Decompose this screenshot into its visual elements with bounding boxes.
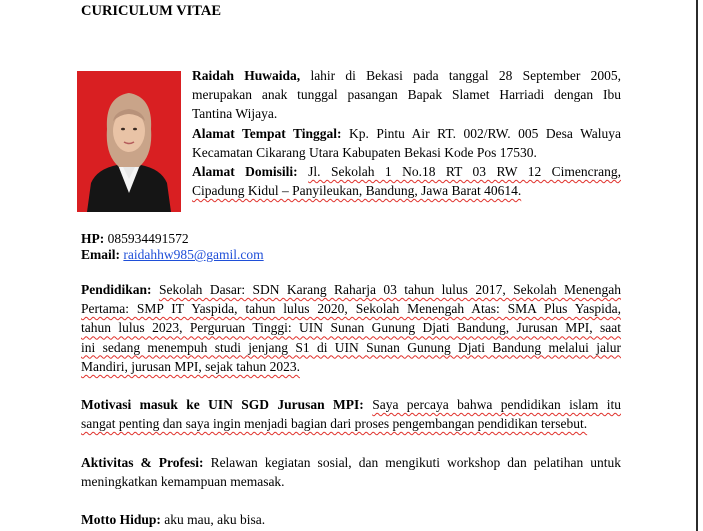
pendidikan-text-4: ini sedang menempuh studi jenjang S1 di UIN Sunan Gunung Djati Bandung melalui jalur	[81, 339, 621, 355]
bio-section	[192, 66, 621, 200]
hp-value: 085934491572	[107, 231, 189, 246]
motto-line	[81, 510, 621, 529]
motivasi-line-2	[81, 414, 621, 433]
alamat-tinggal-text-1: Kp. Pintu Air RT. 002/RW. 005 Desa Waluya	[349, 125, 621, 141]
alamat-domisili-line-2	[192, 181, 621, 200]
alamat-domisili-line-1	[192, 162, 621, 181]
alamat-tinggal-line-1	[192, 124, 621, 143]
motto-label: Motto Hidup:	[81, 512, 161, 527]
motto-section	[81, 510, 621, 529]
pendidikan-line-2	[81, 299, 621, 318]
aktivitas-line-1	[81, 453, 621, 472]
motivasi-line-1	[81, 395, 621, 414]
pendidikan-line-1	[81, 280, 621, 299]
contact-section	[81, 229, 621, 264]
aktivitas-label: Aktivitas & Profesi:	[81, 455, 204, 470]
motivasi-text-2: sangat penting dan saya ingin menjadi bagian dari proses pengembangan pendidikan tersebut.	[81, 416, 588, 432]
pendidikan-section	[81, 280, 621, 376]
bio-intro-1: lahir di Bekasi pada tanggal 28 September 2005,	[310, 68, 622, 83]
motto-text: aku mau, aku bisa.	[164, 512, 266, 527]
alamat-tinggal-label: Alamat Tempat Tinggal:	[192, 125, 342, 141]
motivasi-text-1: Saya percaya bahwa pendidikan islam itu	[372, 397, 621, 412]
portrait-image	[77, 71, 181, 212]
pendidikan-text-1: Sekolah Dasar: SDN Karang Raharja 03 tahun lulus 2017, Sekolah Menengah	[158, 282, 621, 297]
bio-line-3: Tantina Wijaya.	[192, 106, 278, 122]
name: Raidah Huwaida,	[192, 68, 301, 83]
hp-label: HP:	[81, 231, 105, 246]
pendidikan-text-2: Pertama: SMP IT Yaspida, tahun lulus 2020, Sekolah Menengah Atas: SMA Plus Yaspida,	[81, 301, 621, 317]
aktivitas-line-2: meningkatkan kemampuan memasak.	[81, 474, 285, 490]
bio-line-2: merupakan anak tunggal pasangan Bapak Slamet Harriadi dengan Ibu	[192, 87, 621, 103]
motivasi-label: Motivasi masuk ke UIN SGD Jurusan MPI:	[81, 397, 364, 412]
alamat-domisili-text-2: Cipadung Kidul – Panyileukan, Bandung, Jawa Barat 40614.	[192, 183, 522, 199]
pendidikan-line-3	[81, 318, 621, 337]
profile-photo[interactable]	[77, 71, 181, 212]
pendidikan-line-5	[81, 357, 621, 376]
motivasi-section	[81, 395, 621, 433]
alamat-tinggal-line-2: Kecamatan Cikarang Utara Kabupaten Bekasi Kode Pos 17530.	[192, 144, 537, 160]
email-line	[81, 245, 621, 264]
document-title: CURICULUM VITAE	[81, 3, 222, 19]
bio-line-1	[192, 66, 621, 85]
email-label: Email:	[81, 247, 120, 263]
pendidikan-label: Pendidikan:	[81, 282, 152, 297]
aktivitas-text-1: Relawan kegiatan sosial, dan mengikuti workshop dan pelatihan untuk	[210, 455, 622, 470]
page-edge	[696, 0, 698, 531]
aktivitas-section	[81, 453, 621, 491]
pendidikan-text-5: Mandiri, jurusan MPI, sejak tahun 2023.	[81, 358, 300, 374]
alamat-domisili-label: Alamat Domisili:	[192, 164, 298, 180]
email-link[interactable]: raidahhw985@gamil.com	[123, 247, 264, 263]
alamat-domisili-text-1: Jl. Sekolah 1 No.18 RT 03 RW 12 Cimencrang,	[308, 164, 621, 180]
pendidikan-text-3: tahun lulus 2023, Perguruan Tinggi: UIN Sunan Gunung Djati Bandung, Jurusan MPI, saat	[81, 320, 621, 336]
pendidikan-line-4	[81, 338, 621, 357]
